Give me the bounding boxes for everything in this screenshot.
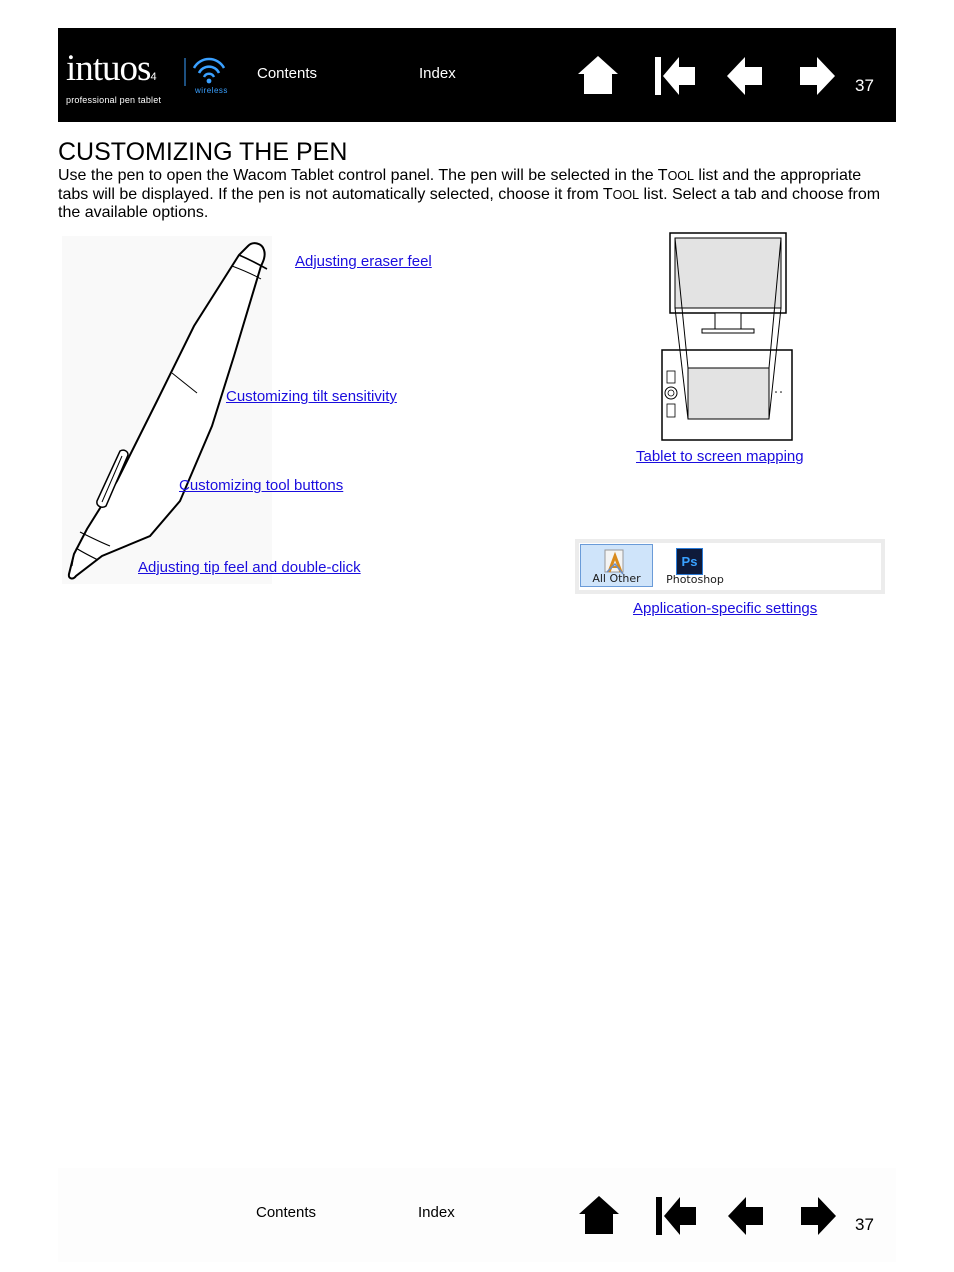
- footer-home-button[interactable]: [577, 1194, 621, 1238]
- adjusting-eraser-feel-link[interactable]: Adjusting eraser feel: [295, 253, 432, 270]
- tablet-screen-mapping-illustration: [660, 231, 796, 443]
- photoshop-icon: Ps: [676, 548, 703, 575]
- previous-page-button[interactable]: [724, 54, 768, 98]
- pen-illustration: [62, 236, 272, 584]
- app-label-photoshop: Photoshop: [666, 573, 724, 586]
- page-title: CUSTOMIZING THE PEN: [58, 138, 348, 166]
- previous-page-icon: [725, 1194, 769, 1238]
- footer-index-link[interactable]: Index: [418, 1204, 455, 1221]
- app-tile-photoshop[interactable]: [659, 544, 731, 587]
- next-page-button[interactable]: [794, 54, 838, 98]
- wireless-label: wireless: [195, 86, 228, 95]
- home-icon: [576, 54, 620, 98]
- customizing-tool-buttons-link[interactable]: Customizing tool buttons: [179, 477, 344, 494]
- tablet-to-screen-mapping-link[interactable]: Tablet to screen mapping: [636, 448, 804, 465]
- bottom-nav-bar: [58, 1168, 896, 1262]
- home-button[interactable]: [576, 54, 620, 98]
- customizing-tilt-sensitivity-link[interactable]: Customizing tilt sensitivity: [226, 388, 397, 405]
- footer-page-number: 37: [855, 1215, 874, 1234]
- next-page-icon: [794, 54, 838, 98]
- page-number: 37: [855, 76, 874, 95]
- first-page-icon: [654, 1194, 698, 1238]
- top-nav-bar: [58, 28, 896, 122]
- next-page-icon: [795, 1194, 839, 1238]
- index-link[interactable]: Index: [419, 65, 456, 82]
- footer-next-page-button[interactable]: [795, 1194, 839, 1238]
- previous-page-icon: [724, 54, 768, 98]
- first-page-button[interactable]: [653, 54, 697, 98]
- contents-link[interactable]: Contents: [257, 65, 318, 82]
- intuos-logo: intuos4 professional pen tablet: [66, 48, 162, 105]
- footer-previous-page-button[interactable]: [725, 1194, 769, 1238]
- intro-paragraph: Use the pen to open the Wacom Tablet control panel. The pen will be selected in the TOOL list and the appropriate tabs will be displayed. If the pen is not automatically selected, choose it from TOOL list. Select a tab and choose from the available options.: [58, 167, 881, 221]
- app-label-all-other: All Other: [592, 572, 641, 585]
- wireless-icon: [184, 56, 234, 86]
- footer-contents-link[interactable]: Contents: [256, 1204, 317, 1221]
- footer-first-page-button[interactable]: [654, 1194, 698, 1238]
- app-tile-all-other[interactable]: [580, 544, 653, 587]
- application-specific-settings-link[interactable]: Application-specific settings: [633, 600, 818, 617]
- wireless-logo: [184, 56, 234, 102]
- adjusting-tip-feel-link[interactable]: Adjusting tip feel and double-click: [138, 559, 361, 576]
- first-page-icon: [653, 54, 697, 98]
- application-list: [575, 539, 885, 594]
- home-icon: [577, 1194, 621, 1238]
